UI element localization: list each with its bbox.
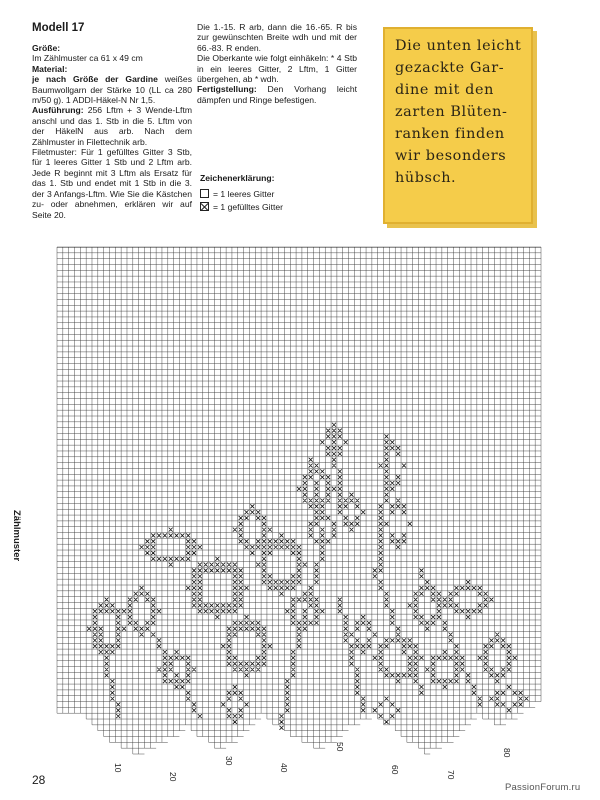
axis-number: 10 bbox=[113, 763, 123, 773]
axis-number: 20 bbox=[168, 772, 178, 782]
callout-line: wir besonders bbox=[395, 148, 507, 164]
execution-label: Ausführung: bbox=[32, 105, 84, 116]
size-text: Im Zählmuster ca 61 x 49 cm bbox=[32, 53, 143, 64]
callout-line: gezackte Gar- bbox=[395, 60, 505, 76]
top-edge-text: Die Oberkante wie folgt einhäkeln: * 4 Stb in ein leeres Gitter, 2 Lftm, 1 Gitter übergehen, ab * wdh. bbox=[197, 53, 357, 85]
execution-text: 256 Lftm + 3 Wende-Lftm anschl und das 1. Stb in die 5. Lftm von der HäkelN aus arb. Nach dem Zählmuster in Filettechnik arb. bbox=[32, 105, 192, 147]
filet-pattern-text: Filetmuster: Für 1 gefülltes Gitter 3 Stb, für 1 leeres Gitter 1 Stb und 2 Lftm arb. Jede R beginnt mit 3 Lftm als Ersatz für das 1. Stb und endet mit 1 Stb in die 3. der 3 Anfangs-Lftm. Wie Sie die Kästchen zu- oder abnehmen, erklären wir auf Seite 20. bbox=[32, 147, 192, 220]
axis-number: 60 bbox=[390, 765, 400, 775]
legend-filled-text: = 1 gefülltes Gitter bbox=[213, 201, 283, 212]
grid-lines bbox=[57, 247, 541, 754]
size-label: Größe: bbox=[32, 43, 61, 53]
model-title: Modell 17 bbox=[32, 22, 85, 34]
material-text: weißes Baumwollgarn der Stärke 10 (LL ca 280 m/50 g). 1 ADDI-Häkel-N Nr 1,5. bbox=[32, 74, 193, 106]
axis-number: 30 bbox=[224, 756, 234, 766]
chart-grid bbox=[57, 247, 541, 754]
axis-number: 50 bbox=[335, 742, 345, 752]
axis-number: 40 bbox=[279, 763, 289, 773]
page-number: 28 bbox=[32, 773, 46, 787]
callout-line: hübsch. bbox=[395, 170, 457, 186]
chart-side-label: Zählmuster bbox=[11, 510, 22, 562]
finishing-text: Den Vorhang leicht dämpfen und Ringe befestigen. bbox=[197, 84, 357, 105]
callout-line: Die unten leicht bbox=[395, 38, 522, 54]
legend-empty-text: = 1 leeres Gitter bbox=[213, 188, 275, 199]
material-lead: je nach Größe der Gardine bbox=[32, 74, 158, 85]
axis-number: 80 bbox=[502, 748, 512, 758]
chart-axis-numbers bbox=[113, 742, 512, 782]
finishing-label: Fertigstellung: bbox=[197, 84, 257, 95]
callout-line: ranken finden bbox=[395, 126, 505, 142]
callout-line: dine mit den bbox=[395, 82, 494, 98]
callout-line: zarten Blüten- bbox=[395, 104, 508, 120]
material-label: Material: bbox=[32, 63, 68, 74]
repeat-rows-text: Die 1.-15. R arb, dann die 16.-65. R bis zur gewünschten Breite wdh und mit der 66.-83. R enden. bbox=[197, 22, 357, 53]
axis-number: 70 bbox=[446, 770, 456, 780]
watermark: PassionForum.ru bbox=[505, 782, 581, 793]
grid-top-border bbox=[57, 247, 541, 248]
legend-title: Zeichenerklärung: bbox=[200, 173, 275, 183]
